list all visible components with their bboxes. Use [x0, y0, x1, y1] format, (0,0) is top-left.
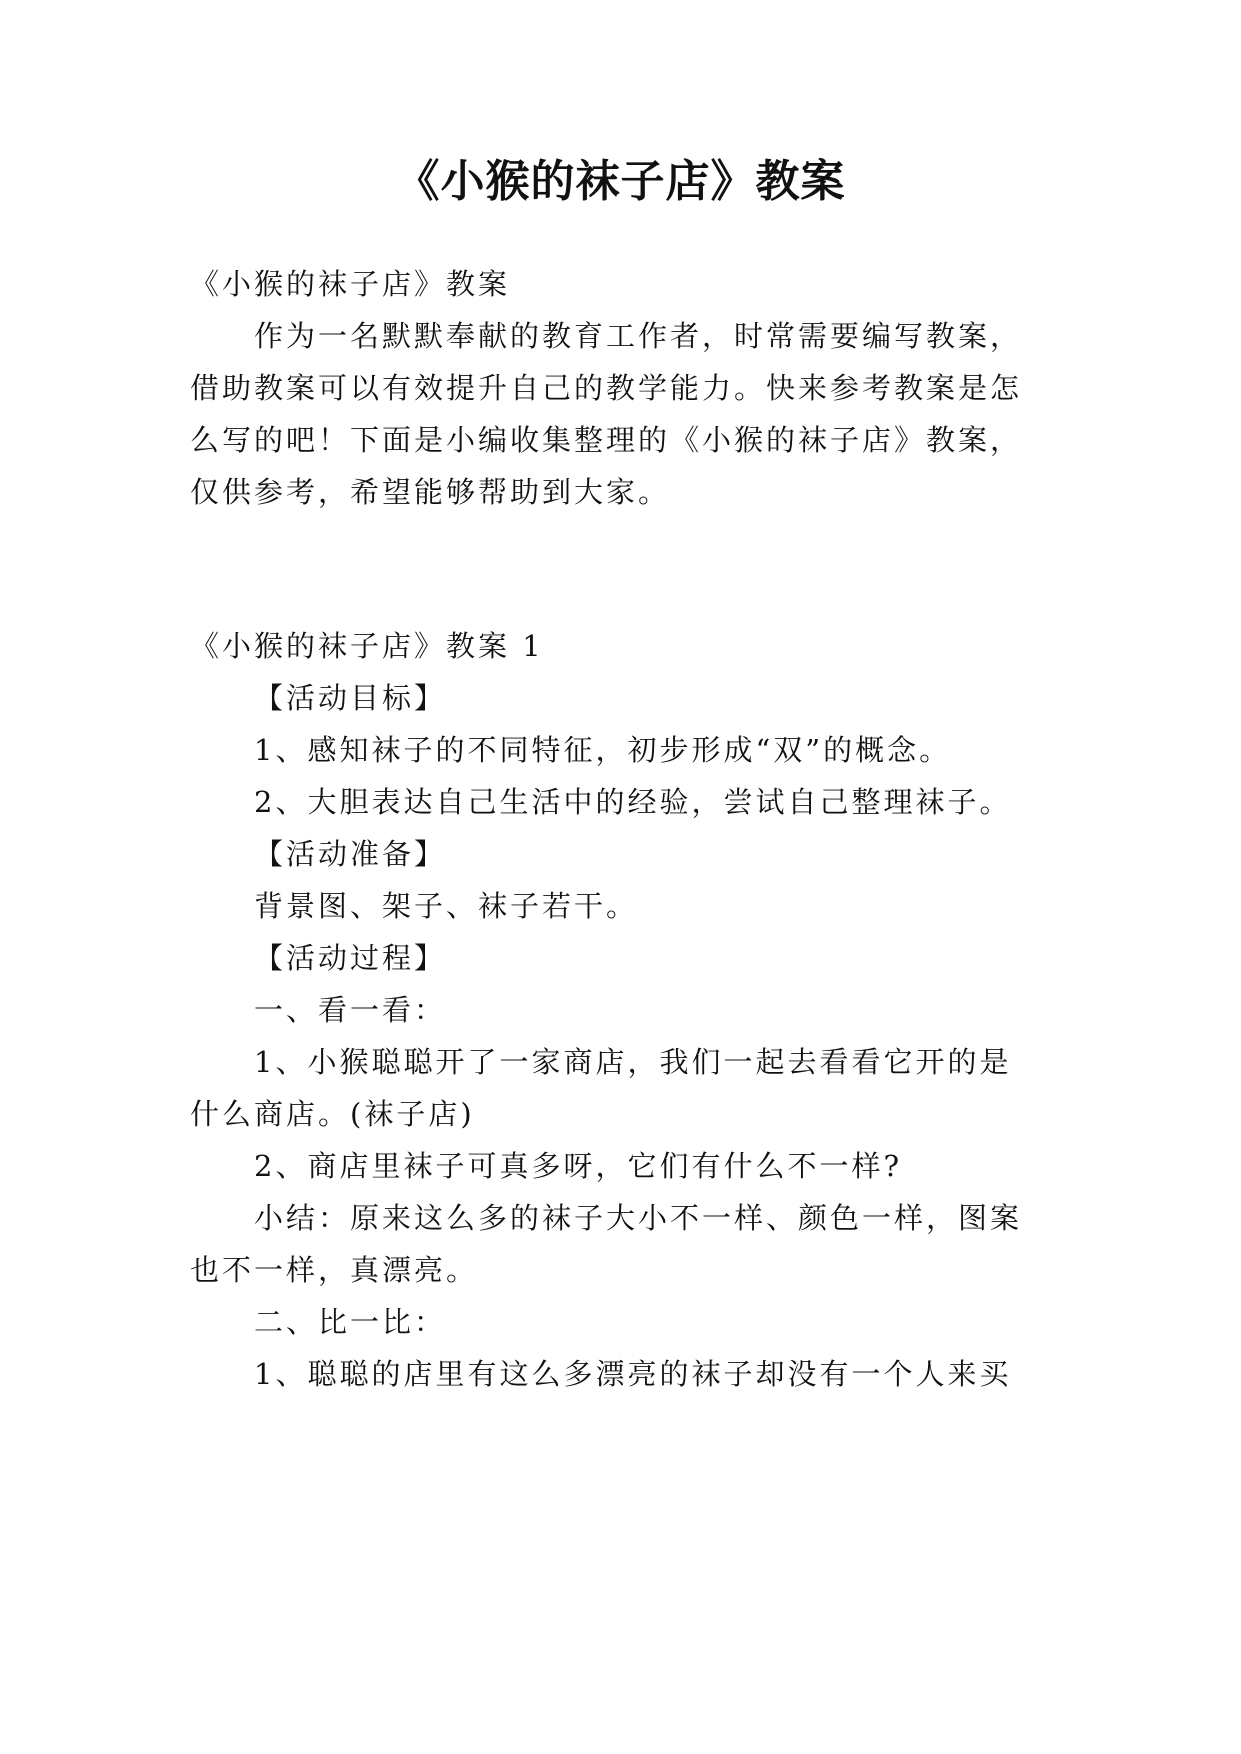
step1-item1-line2: 什么商店。(袜子店) [190, 1097, 475, 1131]
step2-label: 二、比一比： [254, 1305, 447, 1339]
goal-item-1: 1、感知袜子的不同特征，初步形成“双”的概念。 [254, 733, 952, 767]
step1-item2: 2、商店里袜子可真多呀，它们有什么不一样? [254, 1149, 902, 1183]
summary-line1: 小结：原来这么多的袜子大小不一样、颜色一样，图案 [254, 1201, 1023, 1235]
intro-line-4: 仅供参考，希望能够帮助到大家。 [190, 475, 671, 509]
step1-item1-line1: 1、小猴聪聪开了一家商店，我们一起去看看它开的是 [254, 1045, 1012, 1079]
summary-line2: 也不一样，真漂亮。 [190, 1253, 479, 1287]
process-label: 【活动过程】 [254, 941, 447, 975]
step1-label: 一、看一看： [254, 993, 447, 1027]
prep-label: 【活动准备】 [254, 837, 447, 871]
prep-text: 背景图、架子、袜子若干。 [254, 889, 639, 923]
intro-line-3: 么写的吧！下面是小编收集整理的《小猴的袜子店》教案， [190, 423, 1023, 457]
step2-item1-line1: 1、聪聪的店里有这么多漂亮的袜子却没有一个人来买 [254, 1357, 1012, 1391]
goal-label: 【活动目标】 [254, 681, 447, 715]
intro-line-1: 作为一名默默奉献的教育工作者，时常需要编写教案， [254, 319, 1023, 353]
document-title: 《小猴的袜子店》教案 [395, 156, 846, 207]
section1-heading: 《小猴的袜子店》教案 1 [190, 629, 544, 663]
intro-line-2: 借助教案可以有效提升自己的教学能力。快来参考教案是怎 [190, 371, 1023, 405]
goal-item-2: 2、大胆表达自己生活中的经验，尝试自己整理袜子。 [254, 785, 1012, 819]
intro-heading: 《小猴的袜子店》教案 [190, 267, 511, 301]
